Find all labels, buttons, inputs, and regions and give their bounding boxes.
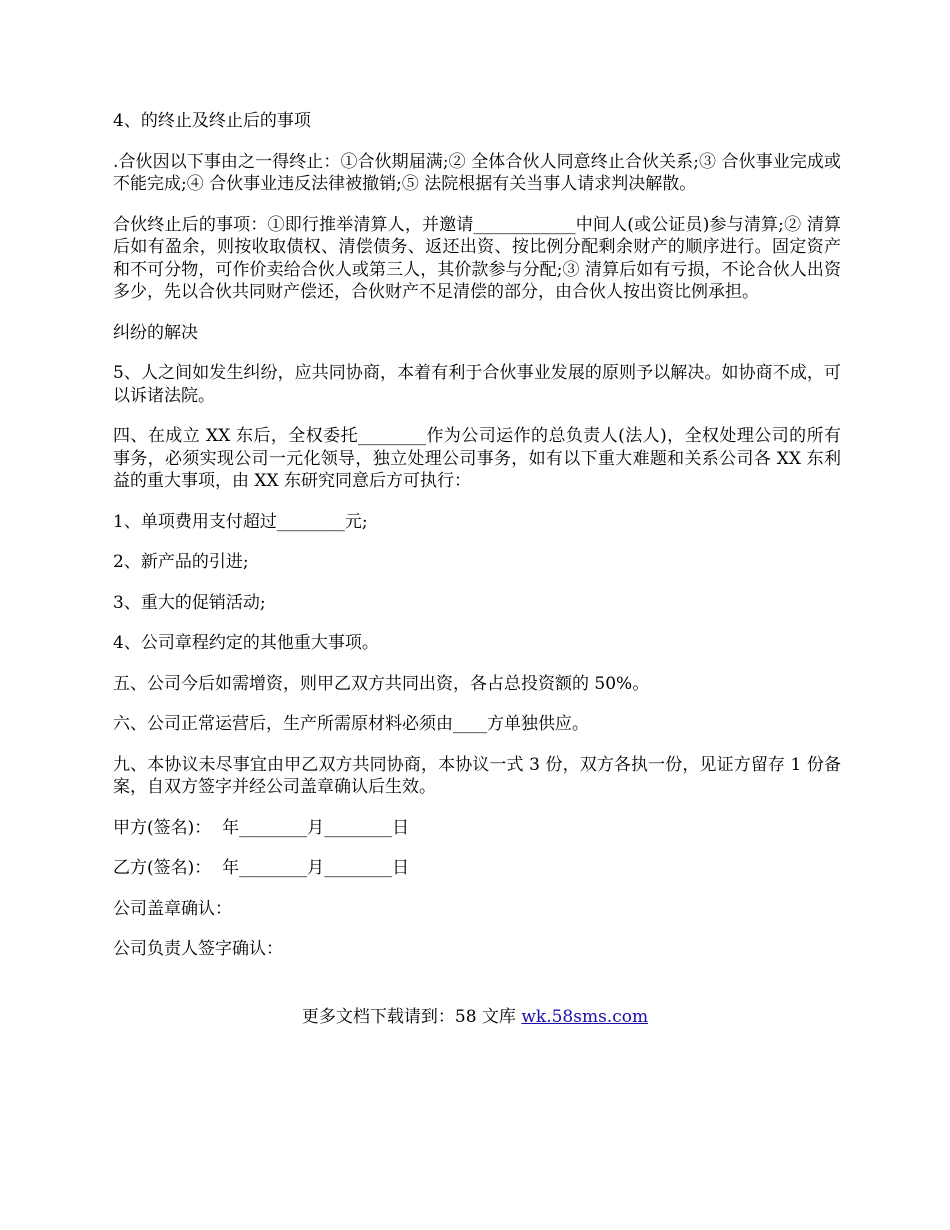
paragraph-clause-six: 六、公司正常运营后，生产所需原材料必须由____方单独供应。 xyxy=(113,714,589,734)
footer xyxy=(0,1006,950,1028)
list-item-3: 3、重大的促销活动; xyxy=(113,592,266,613)
paragraph-post-termination: 合伙终止后的事项：①即行推举清算人，并邀请____________中间人(或公证员)参与清算;② 清算后如有盈余，则按收取债权、清偿债务、返还出资、按比例分配剩余财产的顺序进行。固定资产和不可分物，可作价卖给合伙人或第三人，其价款参与分配;③ 清算后如有亏损，不论合伙人出资多少，先以合伙共同财产偿还，合伙财产不足清偿的部分，由合伙人按出资比例承担。 xyxy=(113,214,841,302)
footer-prefix: 更多文档下载请到：58 文库 xyxy=(301,1007,522,1027)
company-seal-confirmation: 公司盖章确认： xyxy=(113,898,232,919)
paragraph-clause-nine: 九、本协议未尽事宜由甲乙双方共同协商，本协议一式 3 份，双方各执一份，见证方留存 1 份备案，自双方签字并经公司盖章确认后生效。 xyxy=(113,754,841,797)
paragraph-clause-four: 四、在成立 XX 东后，全权委托________作为公司运作的总负责人(法人)，全权处理公司的所有事务，必须实现公司一元化领导，独立处理公司事务，如有以下重大难题和关系公司各 XX 东利益的重大事项，由 XX 东研究同意后方可执行： xyxy=(113,426,841,491)
paragraph-disputes: 5、人之间如发生纠纷，应共同协商，本着有利于合伙事业发展的原则予以解决。如协商不成，可以诉诸法院。 xyxy=(113,363,841,406)
list-item-1: 1、单项费用支付超过________元; xyxy=(113,511,368,532)
paragraph-termination-causes: .合伙因以下事由之一得终止：①合伙期届满;② 全体合伙人同意终止合伙关系;③ 合伙事业完成或不能完成;④ 合伙事业违反法律被撤销;⑤ 法院根据有关当事人请求判决解散。 xyxy=(113,151,841,194)
list-item-2: 2、新产品的引进; xyxy=(113,552,249,572)
footer-link[interactable]: wk.58sms.com xyxy=(521,1007,649,1027)
signature-line-party-b: 乙方(签名)： 年________月________日 xyxy=(113,858,410,878)
list-item-4: 4、公司章程约定的其他重大事项。 xyxy=(113,633,379,653)
section-heading-disputes: 纠纷的解决 xyxy=(113,322,198,343)
paragraph-clause-five: 五、公司今后如需增资，则甲乙双方共同出资，各占总投资额的 50%。 xyxy=(113,673,650,694)
document-body xyxy=(113,110,841,961)
signature-line-party-a: 甲方(签名)： 年________月________日 xyxy=(113,817,410,838)
section-heading-termination: 4、的终止及终止后的事项 xyxy=(113,111,311,131)
company-head-signature-confirmation: 公司负责人签字确认： xyxy=(113,939,283,959)
